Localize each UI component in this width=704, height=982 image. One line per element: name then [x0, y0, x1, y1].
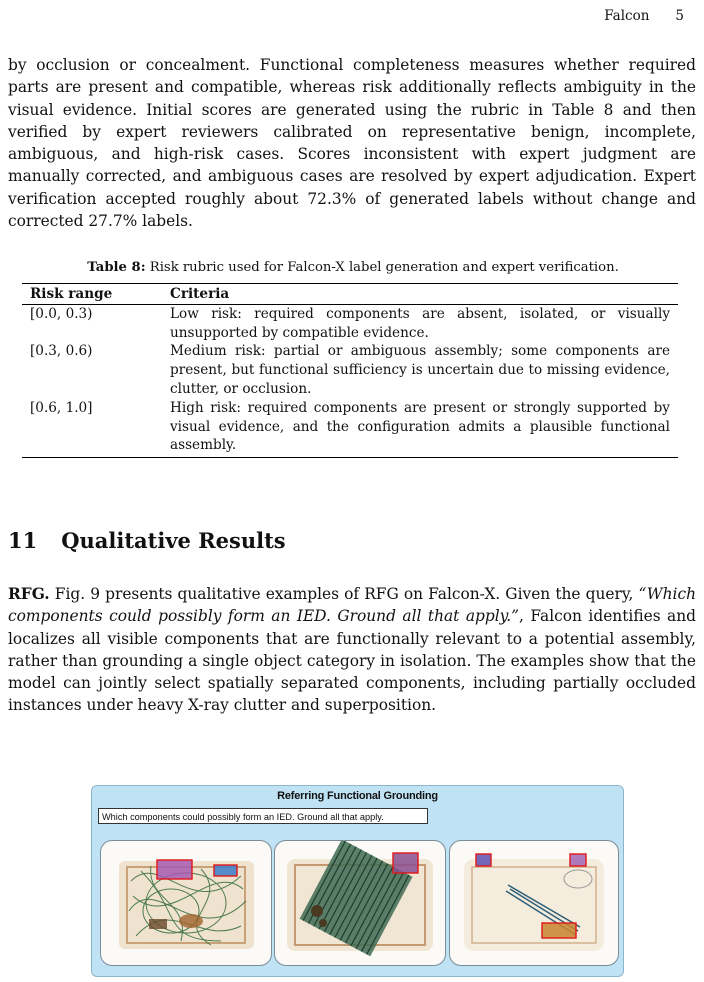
criteria-cell: Low risk: required components are absent, isolated, or visually unsupported by compatible evidence.	[170, 305, 670, 341]
xray-image-1	[101, 841, 271, 965]
header-criteria: Criteria	[162, 284, 678, 305]
table-row	[22, 342, 678, 398]
table-header-row	[22, 284, 678, 305]
table-caption-text: Risk rubric used for Falcon-X label generation and expert verification.	[149, 260, 619, 275]
body-paragraph-1: by occlusion or concealment. Functional completeness measures whether required parts are present and compatible, whereas risk additionally reflects ambiguity in the visual evidence. Initial scores are generated using the rubric in Table 8 and then verified by expert reviewers calibrated on representative benign, incomplete, ambiguous, and high-risk cases. Scores inconsistent with expert judgment are manually corrected, and ambiguous cases are resolved by expert adjudication. Expert verification accepted roughly about 72.3% of generated labels without change and corrected 27.7% labels.	[8, 56, 696, 231]
paragraph-text-1: Fig. 9 presents qualitative examples of RFG on Falcon-X. Given the query,	[49, 585, 634, 603]
query-quote: “Which components could possibly form an IED. Ground all that apply.”	[8, 585, 696, 626]
xray-panel-2	[274, 840, 446, 966]
section-heading	[8, 528, 286, 553]
xray-image-3	[450, 841, 618, 965]
table-row	[22, 304, 678, 342]
section-number: 11	[8, 528, 38, 553]
section-title: Qualitative Results	[61, 528, 286, 553]
figure-rfg	[91, 785, 624, 977]
figure-query-box: Which components could possibly form an IED. Ground all that apply.	[98, 808, 428, 824]
figure-title: Referring Functional Grounding	[277, 790, 438, 802]
risk-range-cell: [0.3, 0.6)	[30, 343, 93, 360]
paragraph-lead: RFG.	[8, 585, 50, 603]
risk-range-cell: [0.6, 1.0]	[22, 399, 162, 458]
running-head	[604, 8, 684, 24]
table-row	[22, 399, 678, 458]
risk-rubric-table	[22, 283, 678, 458]
criteria-cell: High risk: required components are present or strongly supported by visual evidence, and the configuration admits a plausible functional assembly.	[162, 399, 678, 458]
body-paragraph-2	[8, 583, 696, 717]
xray-panel-3	[449, 840, 619, 966]
running-head-title: Falcon	[604, 8, 650, 24]
xray-image-2	[275, 841, 445, 965]
table-caption	[23, 260, 683, 275]
risk-range-cell: [0.0, 0.3)	[30, 305, 93, 322]
table-caption-label: Table 8:	[87, 260, 146, 275]
criteria-cell: Medium risk: partial or ambiguous assembly; some components are present, but functional sufficiency is uncertain due to missing evidence, clutter, or occlusion.	[170, 343, 670, 397]
page-number: 5	[675, 8, 684, 24]
header-risk-range: Risk range	[22, 284, 162, 305]
paragraph-text-2: , Falcon identifies and localizes all visible components that are functionally relevant to a potential assembly, rather than grounding a single object category in isolation. The examples show that the model can jointly select spatially separated components, including partially occluded instances under heavy X-ray clutter and superposition.	[8, 607, 697, 715]
xray-panel-1	[100, 840, 272, 966]
